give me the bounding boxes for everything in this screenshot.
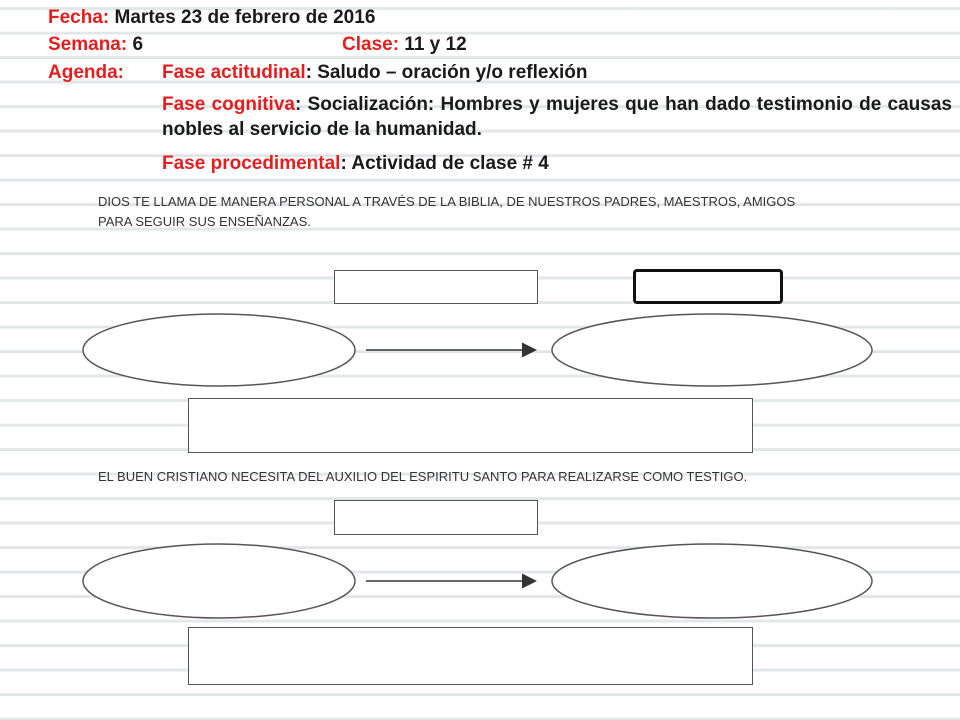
date-label: Fecha: bbox=[48, 7, 110, 28]
procedimental-text: : Actividad de clase # 4 bbox=[340, 153, 549, 174]
diagram2-left-ellipse[interactable] bbox=[83, 544, 355, 618]
actitudinal-text: : Saludo – oración y/o reflexión bbox=[305, 62, 588, 83]
week-value: 6 bbox=[127, 34, 144, 55]
diagram2-right-ellipse[interactable] bbox=[552, 544, 872, 618]
activity-statement-1: DIOS TE LLAMA DE MANERA PERSONAL A TRAVÉS DE LA BIBLIA, DE NUESTROS PADRES, MAESTROS, AMIGOS PARA SEGUIR SUS ENSEÑANZAS. bbox=[98, 194, 796, 229]
cognitiva-text: : Socialización: Hombres y mujeres que han dado testimonio de causas nobles al servicio de la humanidad. bbox=[162, 94, 952, 140]
date-value: Martes 23 de febrero de 2016 bbox=[109, 7, 376, 28]
class-value: 11 y 12 bbox=[399, 34, 467, 55]
activity-statement-2: EL BUEN CRISTIANO NECESITA DEL AUXILIO DEL ESPIRITU SANTO PARA REALIZARSE COMO TESTIGO. bbox=[98, 469, 748, 484]
week-label: Semana: bbox=[48, 34, 128, 55]
agenda-label: Agenda: bbox=[48, 62, 124, 83]
diagram1-left-ellipse[interactable] bbox=[83, 314, 355, 386]
cognitiva-label: Fase cognitiva bbox=[162, 94, 295, 115]
procedimental-label: Fase procedimental bbox=[162, 153, 341, 174]
actitudinal-label: Fase actitudinal bbox=[162, 62, 306, 83]
class-label: Clase: bbox=[342, 34, 400, 55]
diagram1-right-ellipse[interactable] bbox=[552, 314, 872, 386]
